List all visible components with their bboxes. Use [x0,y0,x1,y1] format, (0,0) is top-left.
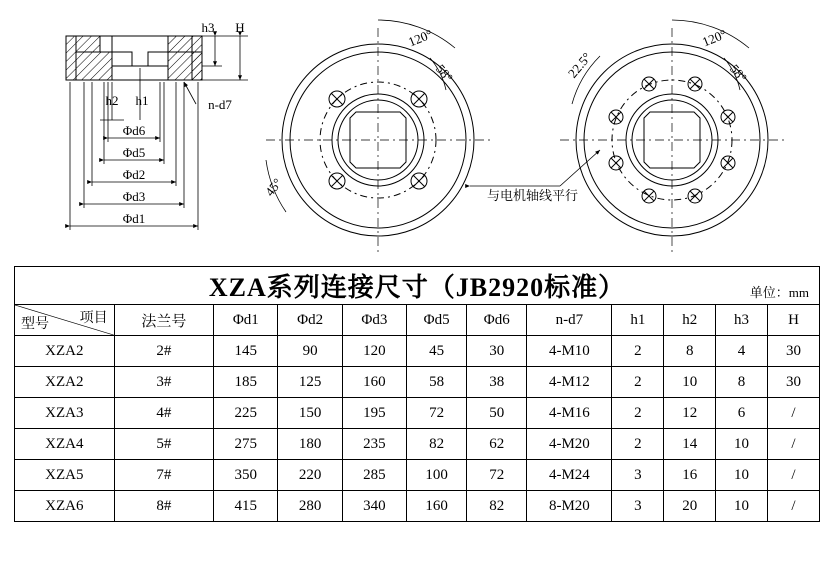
label-phi-d1: Φd1 [122,211,146,226]
cell-n-d7: 4-M20 [527,429,612,460]
cell-phi-d1: 275 [214,429,278,460]
cell-phi-d3: 120 [342,336,406,367]
table-row [15,367,820,398]
cell-h2: 8 [664,336,716,367]
cell-model: XZA2 [15,367,115,398]
cell-H: / [767,398,819,429]
cell-n-d7: 8-M20 [527,491,612,522]
table-row [15,460,820,491]
cell-n-d7: 4-M10 [527,336,612,367]
table-title-cell [15,267,820,305]
cell-phi-d5: 45 [407,336,467,367]
cell-H: 30 [767,367,819,398]
cell-h1: 2 [612,398,664,429]
cell-phi-d3: 160 [342,367,406,398]
header-phi-d3: Φd3 [342,305,406,336]
cell-h2: 10 [664,367,716,398]
label-n-d7: n-d7 [208,97,232,112]
header-phi-d5: Φd5 [407,305,467,336]
cell-phi-d1: 225 [214,398,278,429]
header-h3: h3 [716,305,768,336]
cell-model: XZA4 [15,429,115,460]
cell-phi-d6: 82 [467,491,527,522]
cell-flange-no: 8# [114,491,214,522]
cell-phi-d6: 50 [467,398,527,429]
table-row [15,491,820,522]
cell-H: / [767,460,819,491]
cell-h3: 10 [716,491,768,522]
angle-58-left: 58° [432,61,457,85]
label-phi-d3: Φd3 [122,189,146,204]
table-unit: 单位：mm [749,285,809,300]
cell-H: / [767,491,819,522]
header-corner-item: 项目 [79,311,108,326]
cell-flange-no: 4# [114,398,214,429]
label-h2: h2 [105,93,119,108]
callout-parallel-to-motor-axis: 与电机轴线平行 [487,188,579,203]
header-corner-model: 型号 [21,317,49,332]
cell-phi-d6: 72 [467,460,527,491]
header-n-d7: n-d7 [527,305,612,336]
cell-h1: 3 [612,460,664,491]
cell-phi-d3: 285 [342,460,406,491]
cell-h2: 16 [664,460,716,491]
cell-phi-d1: 145 [214,336,278,367]
cell-phi-d1: 350 [214,460,278,491]
angle-45-left: 45° [261,175,285,200]
label-h1: h1 [135,93,149,108]
cell-n-d7: 4-M12 [527,367,612,398]
cell-phi-d5: 160 [407,491,467,522]
table-row [15,336,820,367]
header-flange-no: 法兰号 [114,305,214,336]
cell-h1: 2 [612,429,664,460]
cell-model: XZA3 [15,398,115,429]
cell-model: XZA2 [15,336,115,367]
cell-phi-d2: 220 [278,460,342,491]
cell-h3: 4 [716,336,768,367]
cell-h3: 10 [716,460,768,491]
header-corner-cell [15,305,115,336]
cell-H: / [767,429,819,460]
table-row [15,429,820,460]
label-phi-d5: Φd5 [122,145,146,160]
cell-h1: 2 [612,367,664,398]
table-title: XZA系列连接尺寸（JB2920标准） [208,273,626,302]
angle-120-left: 120° [406,26,435,50]
label-phi-d6: Φd6 [122,123,146,138]
cell-phi-d3: 340 [342,491,406,522]
table-title-row [15,267,820,305]
header-phi-d2: Φd2 [278,305,342,336]
cell-phi-d2: 180 [278,429,342,460]
cell-phi-d6: 38 [467,367,527,398]
cell-h1: 2 [612,336,664,367]
cell-phi-d2: 150 [278,398,342,429]
cell-h2: 14 [664,429,716,460]
cell-flange-no: 2# [114,336,214,367]
technical-drawing [0,0,835,262]
cell-phi-d1: 185 [214,367,278,398]
cell-n-d7: 4-M24 [527,460,612,491]
table-header-row [15,305,820,336]
cell-phi-d3: 195 [342,398,406,429]
header-h2: h2 [664,305,716,336]
angle-120-right: 120° [700,26,729,50]
cell-phi-d6: 62 [467,429,527,460]
header-H: H [767,305,819,336]
cell-flange-no: 7# [114,460,214,491]
cell-flange-no: 3# [114,367,214,398]
cell-phi-d5: 82 [407,429,467,460]
cell-flange-no: 5# [114,429,214,460]
spec-table [14,266,820,522]
cell-phi-d5: 58 [407,367,467,398]
cell-phi-d1: 415 [214,491,278,522]
label-H: H [235,20,245,35]
cell-h3: 6 [716,398,768,429]
cell-phi-d2: 280 [278,491,342,522]
spec-table-wrap [14,266,820,522]
cell-h3: 10 [716,429,768,460]
cell-phi-d5: 72 [407,398,467,429]
cell-n-d7: 4-M16 [527,398,612,429]
cell-phi-d5: 100 [407,460,467,491]
label-h3: h3 [201,20,215,35]
angle-58-right: 58° [726,61,751,85]
cell-H: 30 [767,336,819,367]
cell-phi-d2: 125 [278,367,342,398]
angle-22-5-right: 22.5° [564,49,595,81]
cell-phi-d2: 90 [278,336,342,367]
cell-h1: 3 [612,491,664,522]
table-row [15,398,820,429]
cell-phi-d3: 235 [342,429,406,460]
header-phi-d6: Φd6 [467,305,527,336]
header-phi-d1: Φd1 [214,305,278,336]
cell-h2: 20 [664,491,716,522]
cell-phi-d6: 30 [467,336,527,367]
label-phi-d2: Φd2 [122,167,146,182]
header-h1: h1 [612,305,664,336]
cell-model: XZA5 [15,460,115,491]
cell-model: XZA6 [15,491,115,522]
cell-h3: 8 [716,367,768,398]
cell-h2: 12 [664,398,716,429]
